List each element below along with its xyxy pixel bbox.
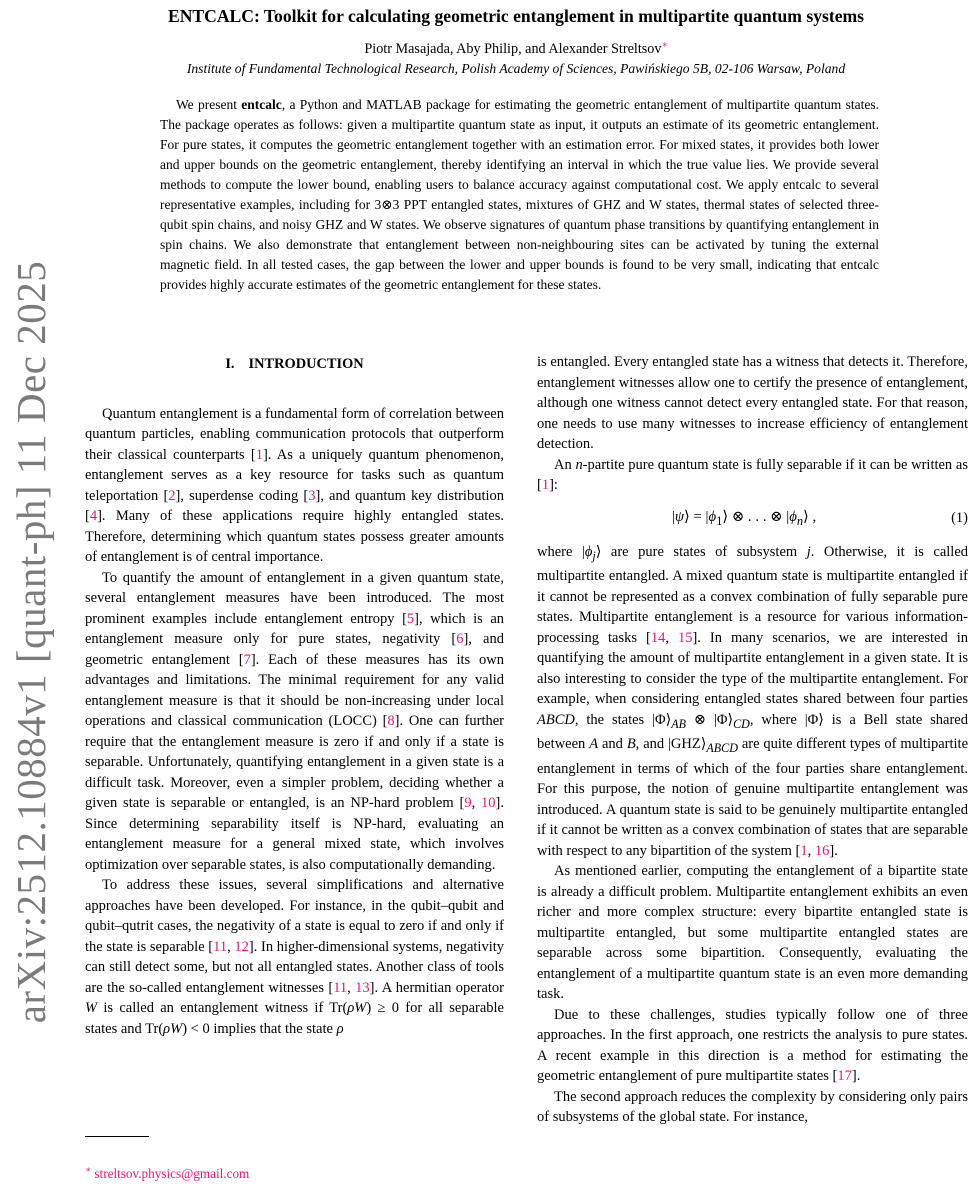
paragraph-multipartite: where $|\phi_j⟩$ are pure states of subsystem j. Otherwise, it is called multipartite entangled. A mixed quantum state is multipartite entangled if it cannot be represented as a convex combination of fully separable pure states. Multipartite entanglement is a resource for various information-processing tasks [14, 15]. In many scenarios, we are interested in quantifying the amount of multipartite entanglement in a given state. It is also interesting to consider the type of the multipartite entanglement. For example, when considering entangled states shared between four parties ABCD, the states $|\Phi⟩_{AB}$ ⊗ $|\Phi⟩_{CD}$, where |Φ⟩ is a Bell state shared between A and B, and $|GHZ⟩_{ABCD}$ are quite different types of multipartite entanglement in terms of which of the four parties share entanglement. For this purpose, the notion of genuine multipartite entanglement was introduced. A quantum state is said to be genuinely multipartite entangled if it cannot be written as a convex combination of states that are separable with respect to any bipartition of the system [1, 16].: [537, 543, 969, 859]
citation-link[interactable]: 15: [677, 629, 693, 646]
authors-text: Piotr Masajada, Aby Philip, and Alexander Streltsov: [364, 40, 662, 57]
paragraph-npartite: An n-partite pure quantum state is fully separable if it can be written as [1]:: [537, 456, 968, 493]
abstract: We present entcalc, a Python and MATLAB package for estimating the geometric entanglement of multipartite quantum states. The package operates as follows: given a multipartite quantum state as input, it outputs an estimate of its geometric entanglement. For pure states, it computes the geometric entanglement together with an estimation error. For mixed states, it provides both lower and upper bounds on the geometric entanglement, thereby identifying an interval in which the true value lies. We provide several methods to compute the lower bound, enabling users to balance accuracy against computational cost. We apply entcalc to several representative examples, including for 3⊗3 PPT entangled states, mixtures of GHZ and W states, thermal states of selected three-qubit spin chains, and noisy GHZ and W states. We observe signatures of quantum phase transitions by quantifying entanglement in spin chains. We also demonstrate that entanglement between non-neighbouring sites can be activated by tuning the external magnetic field. In all tested cases, the gap between the lower and upper bounds is found to be very small, indicating that entcalc provides highly accurate estimates of the geometric entanglement for these states.: [160, 97, 879, 292]
equation-body: |ψ⟩ = $|\phi_1⟩$ ⊗ . . . ⊗ $|\phi_n⟩$ ,: [671, 508, 817, 528]
citation-link[interactable]: 5: [406, 610, 415, 627]
paragraph-intro-2: To quantify the amount of entanglement in a given quantum state, several entanglement measures have been introduced. The most prominent examples include entanglement entropy [5], which is an entanglement measure only for pure states, negativity [6], and geometric entanglement [7]. Each of these measures has its own advantages and limitations. The minimal requirement for any valid entanglement measure is that it should be non-increasing under local operations and classical communication (LOCC) [8]. One can further require that the entanglement measure is zero if and only if a state is separable. Unfortunately, quantifying entanglement in a given state is a difficult task. Moreover, even a simpler problem, deciding whether a given state is separable or entangled, is an NP-hard problem [9, 10]. Since determining separability itself is NP-hard, evaluating an entanglement measure for a general mixed state, which involves optimization over separable states, is also computationally demanding.: [85, 569, 505, 873]
citation-link[interactable]: 13: [355, 979, 370, 996]
left-column: [85, 350, 504, 1039]
citation-link[interactable]: 10: [481, 795, 496, 811]
citation-link[interactable]: 4: [89, 508, 98, 524]
citation-link[interactable]: 6: [456, 631, 464, 647]
citation-link[interactable]: 11: [333, 979, 348, 996]
citation-link[interactable]: 9: [464, 795, 472, 811]
citation-link[interactable]: 17: [837, 1068, 852, 1085]
section-heading-introduction: [85, 354, 504, 375]
equation-1: [537, 507, 968, 531]
paragraph-three-approaches: Due to these challenges, studies typically follow one of three approaches. In the first approach, one restricts the analysis to pure states. A recent example in this direction is a method for estimating the geometric entanglement of pure multipartite states [17].: [537, 1006, 968, 1085]
author-line: [60, 41, 972, 58]
citation-link[interactable]: 1: [800, 842, 808, 859]
arxiv-watermark: arXiv:2512.10884v1 [quant-ph] 11 Dec 2025: [8, 260, 54, 1024]
equation-number: (1): [951, 510, 968, 527]
author-footnote-marker[interactable]: ∗: [661, 39, 668, 50]
citation-link[interactable]: 14: [650, 629, 666, 646]
email-link[interactable]: streltsov.physics@gmail.com: [94, 1166, 250, 1181]
citation-link[interactable]: 2: [168, 487, 176, 504]
paragraph-second-approach: The second approach reduces the complexity by considering only pairs of subsystems of the global state. For instance,: [537, 1088, 968, 1126]
citation-link[interactable]: 7: [243, 651, 251, 668]
footnote: [85, 1136, 504, 1182]
citation-link[interactable]: 11: [213, 938, 228, 955]
citation-link[interactable]: 3: [308, 487, 316, 504]
footnote-line: [85, 1166, 504, 1182]
paper-header: [60, 6, 972, 77]
paragraph-as-mentioned: As mentioned earlier, computing the entanglement of a bipartite state is already a difficult problem. Multipartite entanglement exhibits an even richer and more complex structure: every bipartite entangled state is multipartite entangled, but some multipartite entangled states are separable across some bipartition. Consequently, evaluating the entanglement of a multipartite quantum state is an even more demanding task.: [537, 863, 968, 1003]
citation-link[interactable]: 1: [255, 446, 263, 463]
right-column: [537, 352, 968, 1128]
citation-link[interactable]: 12: [234, 938, 249, 955]
section-title: INTRODUCTION: [248, 356, 364, 372]
citation-link[interactable]: 8: [387, 713, 395, 729]
citation-link[interactable]: 16: [814, 842, 830, 859]
paper-title: ENTCALC: Toolkit for calculating geometric entanglement in multipartite quantum systems: [167, 6, 865, 26]
paragraph-intro-3-continued: is entangled. Every entangled state has a witness that detects it. Therefore, entanglement witnesses allow one to certify the presence of entanglement, although one witness cannot detect every entangled state. For that reason, one needs to use many witnesses to increase efficiency of entanglement detection.: [537, 354, 968, 452]
citation-link[interactable]: 1: [541, 477, 550, 493]
paragraph-intro-3: To address these issues, several simplifications and alternative approaches have been developed. For instance, in the qubit–qubit and qubit–qutrit cases, the negativity of a state is equal to zero if and only if the state is separable [11, 12]. In higher-dimensional systems, negativity can still detect some, but not all entangled states. Another class of tools are the so-called entanglement witnesses [11, 13]. A hermitian operator W is called an entanglement witness if Tr(ρW) ≥ 0 for all separable states and Tr(ρW) < 0 implies that the state ρ: [85, 877, 505, 1037]
footnote-divider: [85, 1136, 149, 1137]
section-number: I.: [225, 356, 235, 372]
paragraph-intro-1: Quantum entanglement is a fundamental form of correlation between quantum particles, enabling communication protocols that outperform their classical counterparts [1]. As a uniquely quantum phenomenon, entanglement serves as a key resource for tasks such as quantum teleportation [2], superdense coding [3], and quantum key distribution [4]. Many of these applications require highly entangled states. Therefore, determining which quantum states possess greater amounts of entanglement is of central importance.: [85, 405, 505, 565]
footnote-symbol: ∗: [85, 1164, 92, 1175]
affiliation: Institute of Fundamental Technological Research, Polish Academy of Sciences, Pawińskiego 5B, 02-106 Warsaw, Poland: [186, 60, 846, 76]
